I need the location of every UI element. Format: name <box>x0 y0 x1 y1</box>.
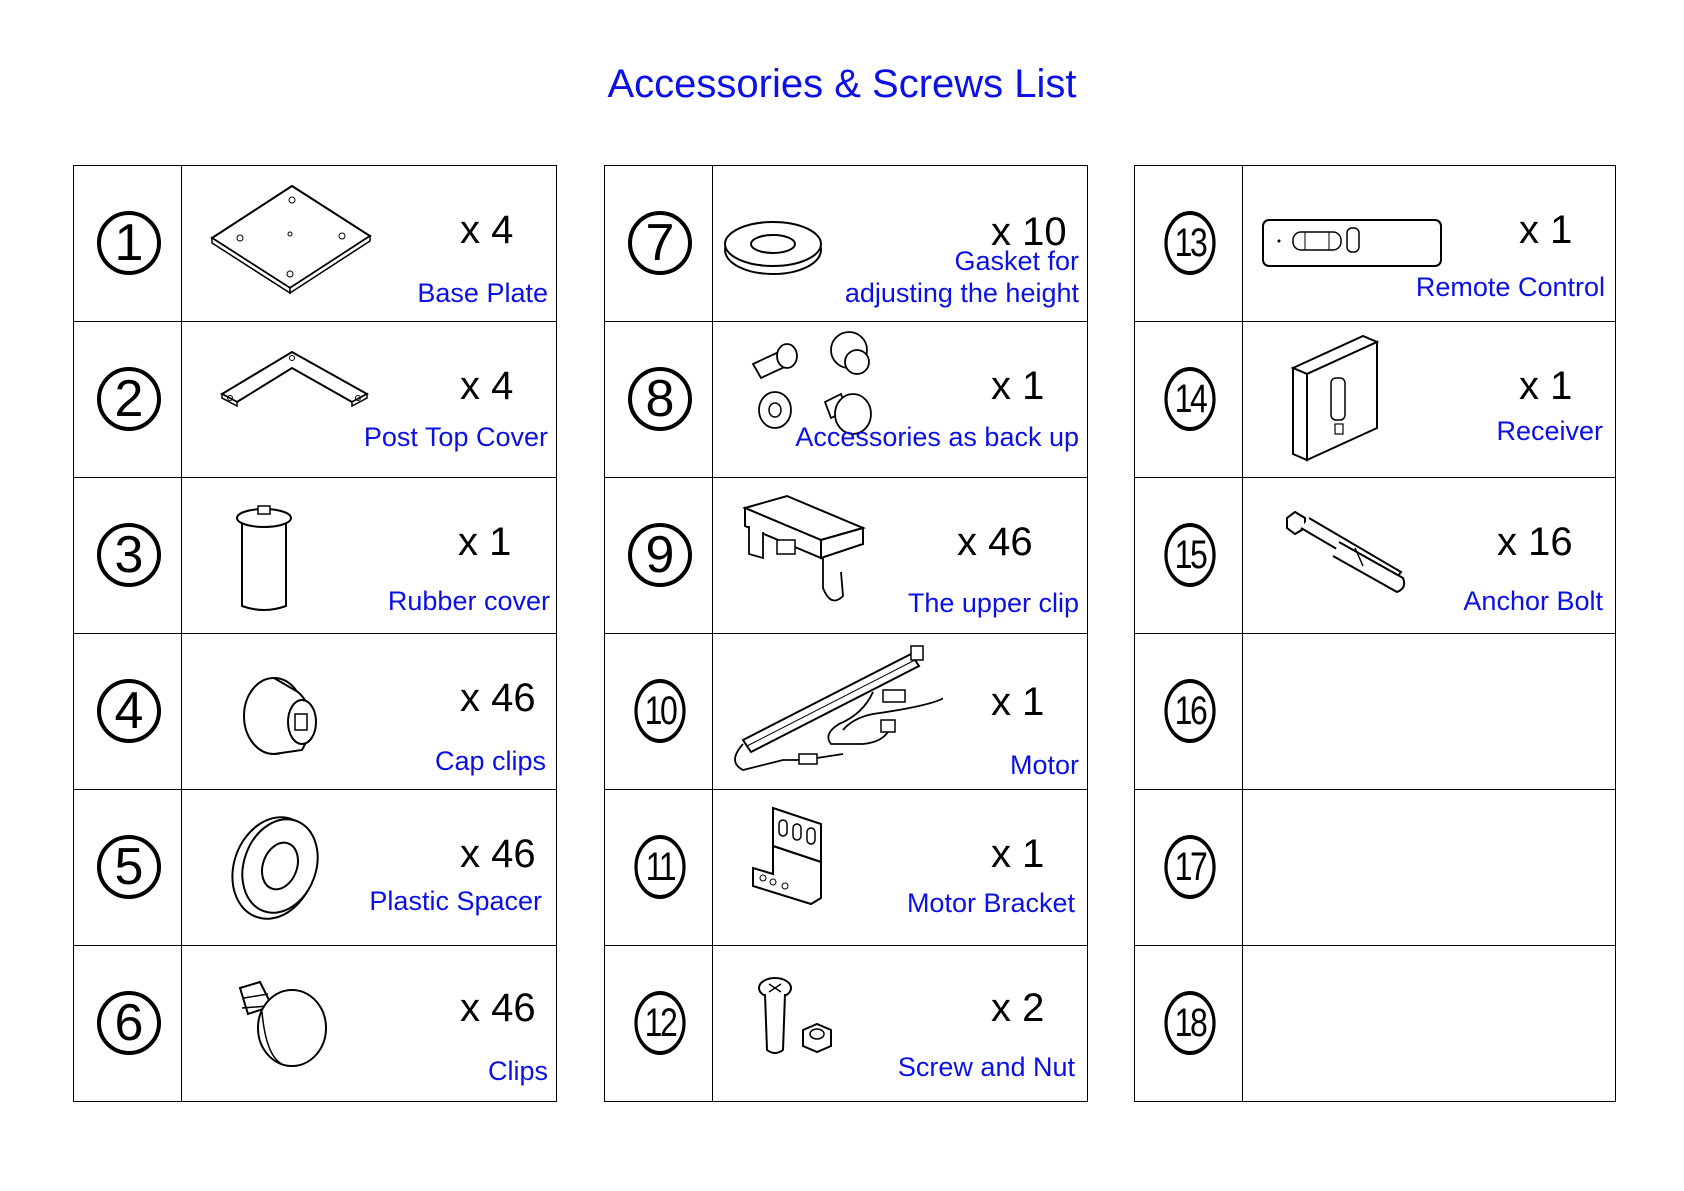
item-quantity: x 46 <box>957 520 1033 564</box>
item-quantity: x 46 <box>460 832 536 876</box>
item-quantity: x 46 <box>460 986 536 1030</box>
item-label: The upper clip <box>907 588 1079 618</box>
part-row-15 <box>1135 478 1615 634</box>
item-number: 3 <box>97 523 161 587</box>
item-quantity: x 1 <box>991 680 1045 724</box>
receiver-icon <box>1243 322 1473 478</box>
base-plate-icon <box>182 166 412 322</box>
item-quantity: x 4 <box>460 208 514 252</box>
part-row-14 <box>1135 322 1615 478</box>
item-number: 15 <box>1164 523 1215 587</box>
part-row-12 <box>605 946 1087 1102</box>
item-number: 2 <box>97 367 161 431</box>
item-number: 17 <box>1164 835 1215 899</box>
motor-icon <box>713 634 943 790</box>
clip-icon <box>182 946 412 1102</box>
item-quantity: x 10 <box>991 210 1067 254</box>
item-label: Motor Bracket <box>906 888 1075 918</box>
item-quantity: x 1 <box>1519 208 1573 252</box>
item-label: Accessories as back up <box>795 422 1079 452</box>
part-row-4 <box>74 634 556 790</box>
item-quantity: x 46 <box>460 676 536 720</box>
part-row-1 <box>74 166 556 322</box>
part-row-11 <box>605 790 1087 946</box>
parts-column-1 <box>73 165 557 1102</box>
item-label: Cap clips <box>434 746 546 776</box>
cap-clip-icon <box>182 634 412 790</box>
item-number: 10 <box>634 679 685 743</box>
part-row-9 <box>605 478 1087 634</box>
page-title: Accessories & Screws List <box>607 62 1077 106</box>
item-label: Base Plate <box>417 278 548 308</box>
item-number: 13 <box>1164 211 1215 275</box>
parts-column-2 <box>604 165 1088 1102</box>
part-row-8 <box>605 322 1087 478</box>
item-label: Screw and Nut <box>897 1052 1075 1082</box>
item-label: Rubber cover <box>387 586 550 616</box>
item-quantity: x 1 <box>458 520 512 564</box>
item-label-line-2: adjusting the height <box>844 278 1079 308</box>
item-number: 8 <box>628 367 692 431</box>
item-label: Plastic Spacer <box>369 886 542 916</box>
item-quantity: x 1 <box>991 364 1045 408</box>
item-label: Receiver <box>1496 416 1603 446</box>
rubber-cover-icon <box>182 478 412 634</box>
part-row-13 <box>1135 166 1615 322</box>
item-number: 11 <box>634 835 685 899</box>
item-label: Gasket for <box>954 246 1079 276</box>
part-row-2 <box>74 322 556 478</box>
item-number: 7 <box>628 211 692 275</box>
item-number: 16 <box>1164 679 1215 743</box>
item-number: 6 <box>97 991 161 1055</box>
item-quantity: x 16 <box>1497 520 1573 564</box>
motor-bracket-icon <box>713 790 943 946</box>
item-number: 9 <box>628 523 692 587</box>
part-row-6 <box>74 946 556 1102</box>
parts-column-3 <box>1134 165 1616 1102</box>
item-label: Anchor Bolt <box>1463 586 1603 616</box>
post-top-cover-icon <box>182 322 412 478</box>
part-row-18 <box>1135 946 1615 1102</box>
item-quantity: x 4 <box>460 364 514 408</box>
item-label: Remote Control <box>1415 272 1605 302</box>
part-row-5 <box>74 790 556 946</box>
item-number: 12 <box>634 991 685 1055</box>
item-number: 14 <box>1164 367 1215 431</box>
part-row-17 <box>1135 790 1615 946</box>
part-row-10 <box>605 634 1087 790</box>
item-quantity: x 2 <box>991 986 1045 1030</box>
part-row-16 <box>1135 634 1615 790</box>
part-row-3 <box>74 478 556 634</box>
item-number: 4 <box>97 679 161 743</box>
item-label: Post Top Cover <box>363 422 548 452</box>
plastic-spacer-icon <box>182 790 412 946</box>
item-quantity: x 1 <box>1519 364 1573 408</box>
accessories-icon <box>713 322 943 478</box>
item-label: Clips <box>487 1056 548 1086</box>
item-quantity: x 1 <box>991 832 1045 876</box>
item-number: 18 <box>1164 991 1215 1055</box>
item-number: 1 <box>97 211 161 275</box>
anchor-bolt-icon <box>1243 478 1473 634</box>
item-number: 5 <box>97 835 161 899</box>
item-label: Motor <box>1009 750 1079 780</box>
part-row-7 <box>605 166 1087 322</box>
